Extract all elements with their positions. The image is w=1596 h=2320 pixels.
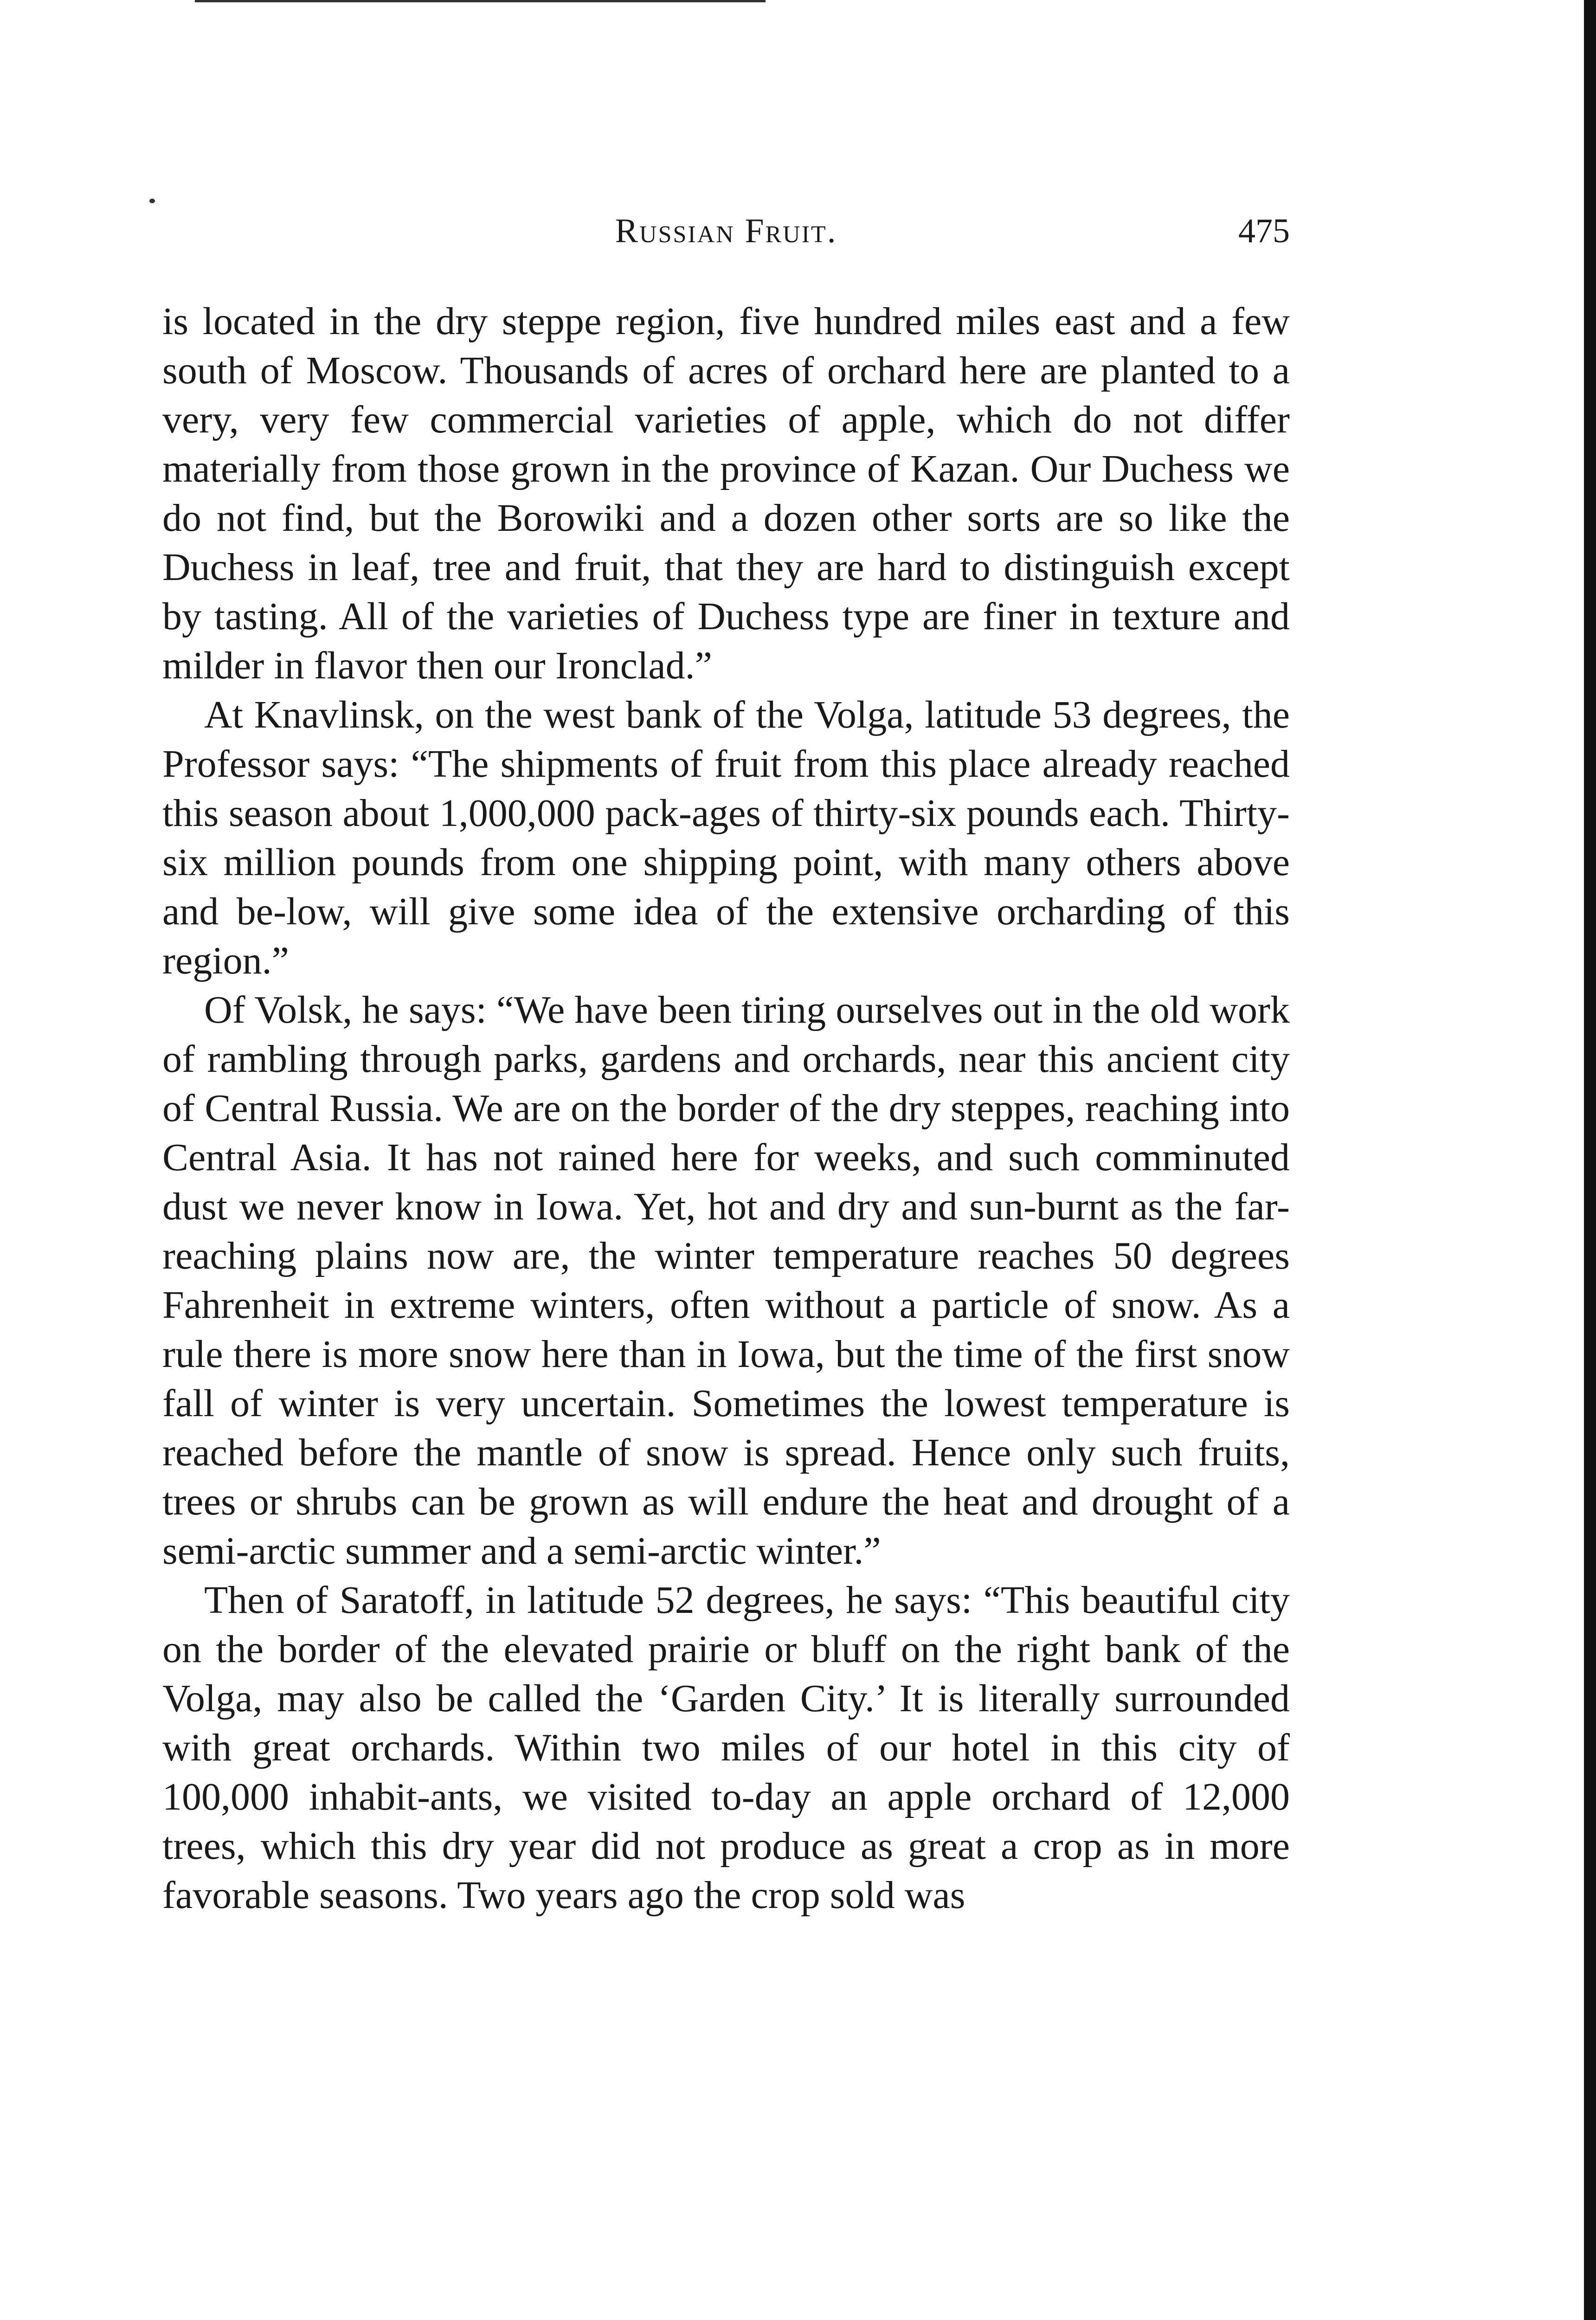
page-edge-shadow: [1584, 0, 1596, 2320]
paragraph-saratoff: Then of Saratoff, in latitude 52 degrees, he says: “This beautiful city on the border of the elevated prairie or bluff on the right bank of the Volga, may also be called the ‘Garden City.’ It is literally surrounded with great orchards. Within two miles of our hotel in this city of 100,000 inhabit-ants, we visited to-day an apple orchard of 12,000 trees, which this dry year did not produce as great a crop as in more favorable seasons. Two years ago the crop sold was: [162, 1579, 1290, 1917]
print-speck: [149, 199, 155, 203]
page-number: 475: [1238, 212, 1290, 250]
running-head: Russian Fruit.: [615, 212, 837, 250]
page-header: [162, 212, 1290, 263]
top-edge-rule: [195, 0, 766, 2]
body-text: [162, 297, 1290, 1920]
paragraph-knavlinsk: At Knavlinsk, on the west bank of the Volga, latitude 53 degrees, the Professor says: “The shipments of fruit from this place already reached this season about 1,000,000 pack-ages of thirty-six pounds each. Thirty-six million pounds from one shipping point, with many others above and be-low, will give some idea of the extensive orcharding of this region.”: [162, 693, 1290, 982]
paragraph-continued: is located in the dry steppe region, five hundred miles east and a few south of Moscow. Thousands of acres of orchard here are planted to a very, very few commercial varieties of apple, which do not differ materially from those grown in the province of Kazan. Our Duchess we do not find, but the Borowiki and a dozen other sorts are so like the Duchess in leaf, tree and fruit, that they are hard to distinguish except by tasting. All of the varieties of Duchess type are finer in texture and milder in flavor then our Ironclad.”: [162, 300, 1290, 687]
paragraph-volsk: Of Volsk, he says: “We have been tiring ourselves out in the old work of rambling through parks, gardens and orchards, near this ancient city of Central Russia. We are on the border of the dry steppes, reaching into Central Asia. It has not rained here for weeks, and such comminuted dust we never know in Iowa. Yet, hot and dry and sun-burnt as the far-reaching plains now are, the winter temperature reaches 50 degrees Fahrenheit in extreme winters, often without a particle of snow. As a rule there is more snow here than in Iowa, but the time of the first snow fall of winter is very uncertain. Sometimes the lowest temperature is reached before the mantle of snow is spread. Hence only such fruits, trees or shrubs can be grown as will endure the heat and drought of a semi-arctic summer and a semi-arctic winter.”: [162, 988, 1290, 1572]
